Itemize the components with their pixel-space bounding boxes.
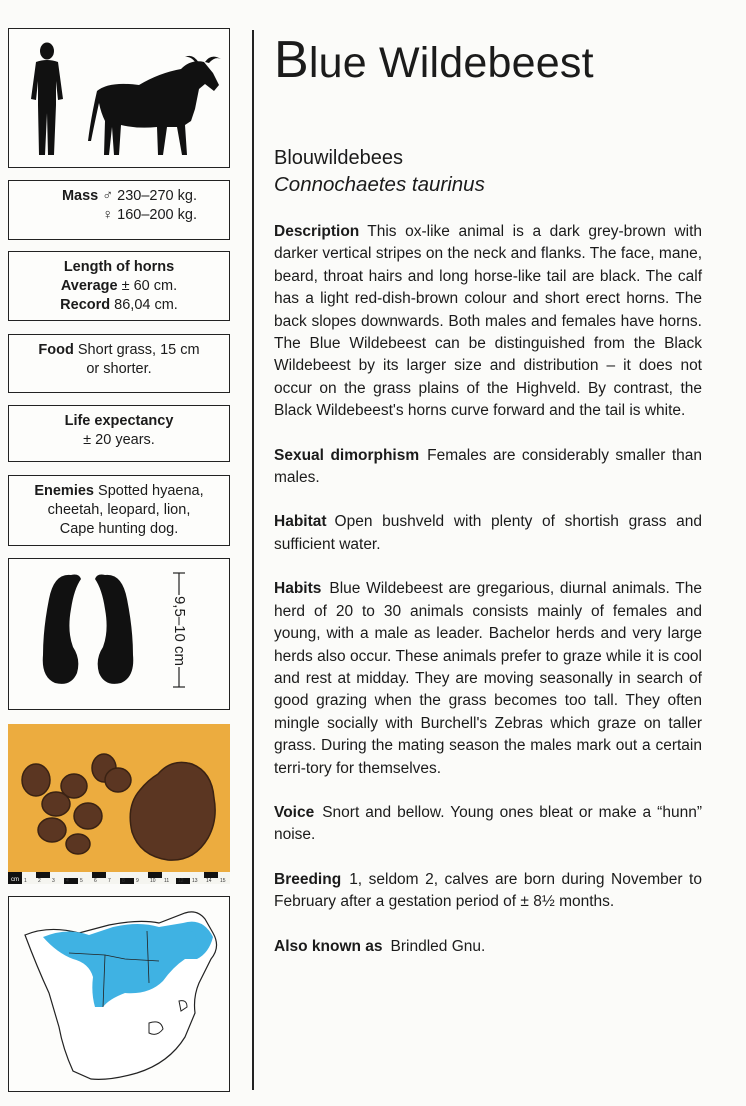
voice-section bbox=[274, 802, 702, 847]
horns-record-value: 86,04 cm. bbox=[114, 297, 178, 313]
food-box bbox=[8, 334, 230, 393]
sexual-dimorphism-section bbox=[274, 445, 702, 490]
scale-number: 8 bbox=[122, 878, 125, 884]
also-known-as-text: Brindled Gnu. bbox=[390, 937, 486, 955]
scale-number: 2 bbox=[38, 878, 41, 884]
scientific-name: Connochaetes taurinus bbox=[274, 173, 485, 196]
mass-label: Mass bbox=[61, 188, 99, 204]
scale-number: 9 bbox=[136, 878, 139, 884]
distribution-map bbox=[9, 897, 229, 1091]
enemies-label: Enemies bbox=[34, 483, 94, 499]
hoof-track-icon bbox=[9, 559, 229, 709]
distribution-map-panel bbox=[8, 896, 230, 1092]
description-section bbox=[274, 221, 702, 423]
mass-box bbox=[8, 180, 230, 240]
track-panel bbox=[8, 558, 230, 710]
habits-heading: Habits bbox=[274, 580, 322, 598]
food-label: Food bbox=[38, 342, 74, 358]
breeding-heading: Breeding bbox=[274, 870, 342, 888]
horns-title: Length of horns bbox=[63, 259, 175, 275]
page-title bbox=[274, 30, 702, 93]
habits-section bbox=[274, 578, 702, 780]
description-heading: Description bbox=[274, 223, 360, 240]
enemies-text-3: Cape hunting dog. bbox=[59, 521, 179, 537]
scale-number: 12 bbox=[178, 878, 184, 884]
scale-number: 6 bbox=[94, 878, 97, 884]
habits-text: Blue Wildebeest are gregarious, diurnal animals. The herd of 20 to 30 animals consists mainly of females and young, with a male as leader. Bachelor herds and very large herds also occur. These animals prefer to graze while it is cool and rest at midday. They are moving seasonally in search of good grazing when the grass becomes too tall. They often mingle socially with Burchell's Zebras which graze on taller grass. During the mating season the males mark out a certain terri-tory for themselves. bbox=[274, 580, 702, 777]
scale-number: 7 bbox=[108, 878, 111, 884]
sexual-dimorphism-heading: Sexual dimorphism bbox=[274, 446, 420, 464]
breeding-text: 1, seldom 2, calves are born during November to February after a gestation period of ± 8½ months. bbox=[274, 870, 702, 911]
horns-average-value: ± 60 cm. bbox=[121, 278, 178, 294]
habitat-section bbox=[274, 511, 702, 556]
main-content bbox=[274, 30, 702, 958]
scale-number: 3 bbox=[52, 878, 55, 884]
life-expectancy-box bbox=[8, 405, 230, 462]
scale-number: 4 bbox=[66, 878, 69, 884]
dung-panel bbox=[8, 724, 230, 884]
dung-photo bbox=[8, 724, 230, 884]
sexual-dimorphism-text: Females are considerably smaller than males. bbox=[274, 446, 703, 487]
description-text: This ox-like animal is a dark grey-brown with darker vertical stripes on the neck and flanks. The face, mane, beard, throat hairs and long horse-like tail are black. The calf has a light red-dish-brown colour and short erect horns. The back slopes downwards. Both males and females have horns. The Blue Wildebeest can be distinguished from the Black Wildebeest by its larger size and distribution – it does not occur on the grass plains of the Highveld. By contrast, the Black Wildebeest's horns curve forward and the tail is white. bbox=[274, 223, 702, 420]
food-text-1: Short grass, 15 cm bbox=[77, 342, 200, 358]
voice-heading: Voice bbox=[274, 803, 315, 821]
life-expectancy-value: ± 20 years. bbox=[83, 432, 155, 448]
voice-text: Snort and bellow. Young ones bleat or make a “hunn” noise. bbox=[274, 803, 702, 844]
breeding-section bbox=[274, 869, 702, 914]
afrikaans-name: Blouwildebees bbox=[274, 147, 403, 169]
enemies-text-1: Spotted hyaena, bbox=[98, 483, 204, 499]
habitat-heading: Habitat bbox=[274, 513, 327, 531]
also-known-as-section bbox=[274, 936, 702, 958]
enemies-text-2: cheetah, leopard, lion, bbox=[47, 502, 191, 518]
also-known-as-heading: Also known as bbox=[274, 937, 383, 955]
scale-unit-label: cm bbox=[11, 877, 19, 883]
scale-number: 13 bbox=[192, 878, 198, 884]
scale-number: 15 bbox=[220, 878, 226, 884]
enemies-box bbox=[8, 475, 230, 546]
scale-number: 5 bbox=[80, 878, 83, 884]
scale-number: 1 bbox=[24, 878, 27, 884]
food-text-2: or shorter. bbox=[86, 361, 152, 377]
habitat-text: Open bushveld with plenty of shortish grass and sufficient water. bbox=[274, 513, 702, 553]
horns-average-label: Average bbox=[60, 278, 118, 294]
human-silhouette-icon bbox=[31, 43, 63, 156]
horns-record-label: Record bbox=[60, 297, 111, 313]
wildebeest-silhouette-icon bbox=[88, 56, 221, 155]
mass-female-value: ♀ 160–200 kg. bbox=[102, 207, 197, 223]
title-initial: B bbox=[274, 31, 309, 89]
size-comparison-silhouettes bbox=[9, 29, 229, 167]
life-expectancy-label: Life expectancy bbox=[64, 413, 174, 429]
scale-number: 11 bbox=[164, 878, 170, 884]
mass-male-value: ♂ 230–270 kg. bbox=[102, 188, 197, 204]
horn-length-box bbox=[8, 251, 230, 321]
track-size-label: 9,5–10 cm bbox=[171, 595, 189, 667]
size-comparison-panel bbox=[8, 28, 230, 168]
scale-number: 14 bbox=[206, 878, 212, 884]
column-divider bbox=[252, 30, 254, 1090]
title-rest: lue Wildebeest bbox=[308, 39, 594, 87]
scale-number: 10 bbox=[150, 878, 156, 884]
